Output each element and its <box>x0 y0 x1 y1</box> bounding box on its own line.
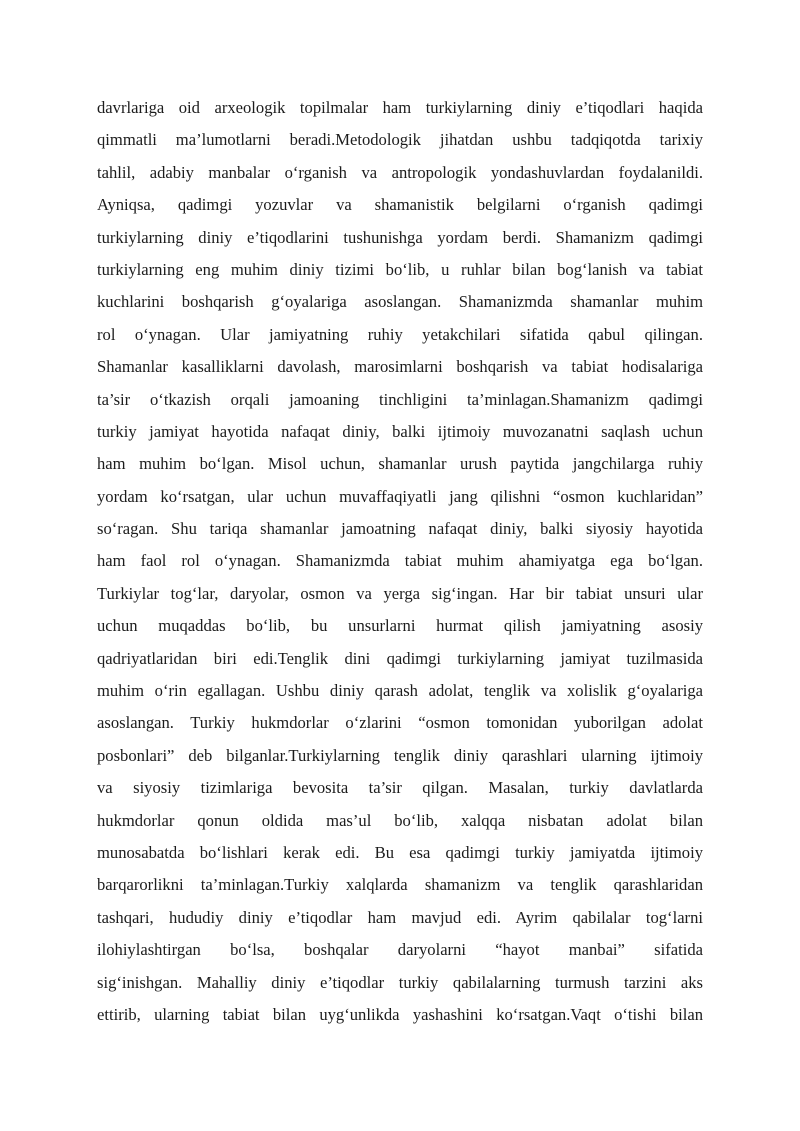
text-line: asoslangan. Turkiy hukmdorlar o‘zlarini “osmon tomonidan yuborilgan adolat <box>97 713 703 733</box>
text-line: ilohiylashtirgan bo‘lsa, boshqalar daryolarni “hayot manbai” sifatida <box>97 940 703 960</box>
text-line: rol o‘ynagan. Ular jamiyatning ruhiy yetakchilari sifatida qabul qilingan. <box>97 324 703 344</box>
text-line: muhim o‘rin egallagan. Ushbu diniy qarash adolat, tenglik va xolislik g‘oyalariga <box>97 681 703 701</box>
text-line: Turkiylar tog‘lar, daryolar, osmon va yerga sig‘ingan. Har bir tabiat unsuri ular <box>97 583 703 603</box>
text-line: yordam ko‘rsatgan, ular uchun muvaffaqiyatli jang qilishni “osmon kuchlaridan” <box>97 486 703 506</box>
text-line: turkiy jamiyat hayotida nafaqat diniy, balki ijtimoiy muvozanatni saqlash uchun <box>97 421 703 441</box>
text-line: Ayniqsa, qadimgi yozuvlar va shamanistik belgilarni o‘rganish qadimgi <box>97 195 703 215</box>
text-line: barqarorlikni ta’minlagan.Turkiy xalqlarda shamanizm va tenglik qarashlaridan <box>97 875 703 895</box>
text-line: turkiylarning eng muhim diniy tizimi bo‘lib, u ruhlar bilan bog‘lanish va tabiat <box>97 259 703 279</box>
text-line: munosabatda bo‘lishlari kerak edi. Bu esa qadimgi turkiy jamiyatda ijtimoiy <box>97 842 703 862</box>
text-line: turkiylarning diniy e’tiqodlarini tushunishga yordam berdi. Shamanizm qadimgi <box>97 227 703 247</box>
text-line: davrlariga oid arxeologik topilmalar ham turkiylarning diniy e’tiqodlari haqida <box>97 98 703 117</box>
text-line: hukmdorlar qonun oldida mas’ul bo‘lib, xalqqa nisbatan adolat bilan <box>97 810 703 830</box>
body-text <box>97 92 703 1031</box>
text-line: tashqari, hududiy diniy e’tiqodlar ham mavjud edi. Ayrim qabilalar tog‘larni <box>97 907 703 927</box>
text-line: Shamanlar kasalliklarni davolash, marosimlarni boshqarish va tabiat hodisalariga <box>97 357 703 377</box>
text-line: ham faol rol o‘ynagan. Shamanizmda tabiat muhim ahamiyatga ega bo‘lgan. <box>97 551 703 571</box>
text-line: qadriyatlaridan biri edi.Tenglik dini qadimgi turkiylarning jamiyat tuzilmasida <box>97 648 703 668</box>
text-line: ettirib, ularning tabiat bilan uyg‘unlikda yashashini ko‘rsatgan.Vaqt o‘tishi bilan <box>97 1004 703 1024</box>
text-line: so‘ragan. Shu tariqa shamanlar jamoatning nafaqat diniy, balki siyosiy hayotida <box>97 519 703 539</box>
text-line: uchun muqaddas bo‘lib, bu unsurlarni hurmat qilish jamiyatning asosiy <box>97 616 703 636</box>
text-line: posbonlari” deb bilganlar.Turkiylarning tenglik diniy qarashlari ularning ijtimoiy <box>97 745 703 765</box>
text-line: va siyosiy tizimlariga bevosita ta’sir qilgan. Masalan, turkiy davlatlarda <box>97 778 703 798</box>
text-line: qimmatli ma’lumotlarni beradi.Metodologik jihatdan ushbu tadqiqotda tarixiy <box>97 130 703 150</box>
text-line: tahlil, adabiy manbalar o‘rganish va antropologik yondashuvlardan foydalanildi. <box>97 162 703 182</box>
text-line: ham muhim bo‘lgan. Misol uchun, shamanlar urush paytida jangchilarga ruhiy <box>97 454 703 474</box>
text-line: sig‘inishgan. Mahalliy diniy e’tiqodlar turkiy qabilalarning turmush tarzini aks <box>97 972 703 992</box>
text-line: kuchlarini boshqarish g‘oyalariga asoslangan. Shamanizmda shamanlar muhim <box>97 292 703 312</box>
text-line: ta’sir o‘tkazish orqali jamoaning tinchligini ta’minlagan.Shamanizm qadimgi <box>97 389 703 409</box>
